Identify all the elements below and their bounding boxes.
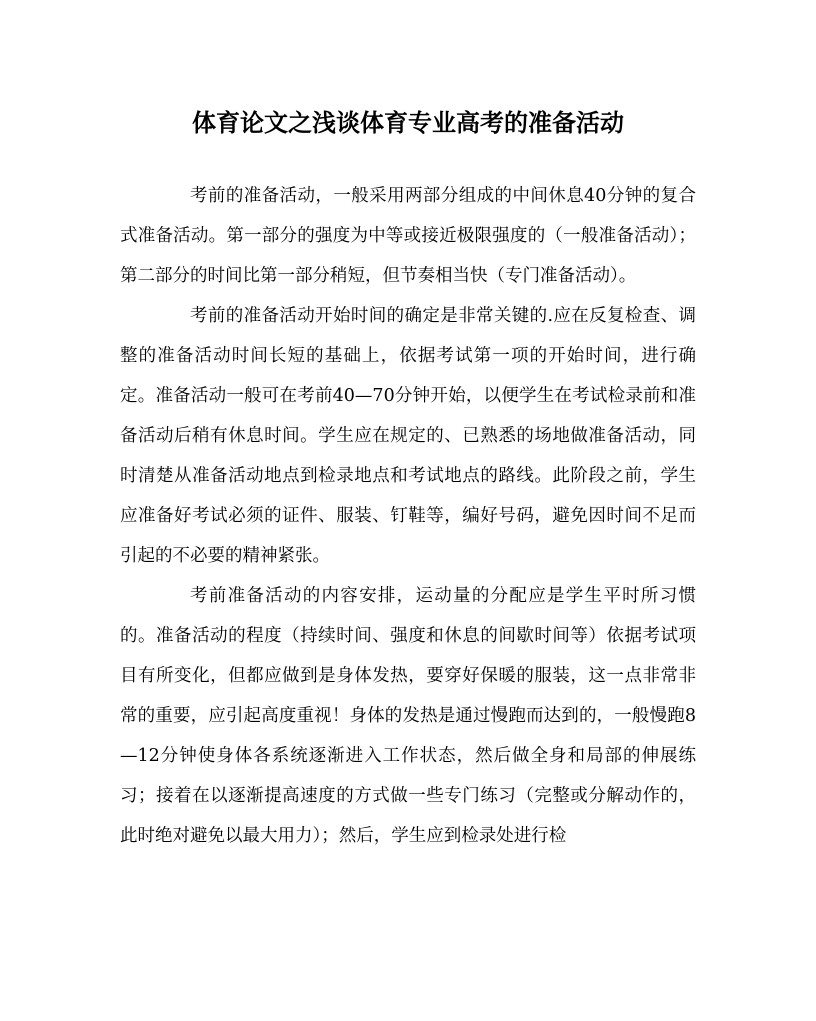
document-body xyxy=(120,176,696,856)
document-title: 体育论文之浅谈体育专业高考的准备活动 xyxy=(192,108,624,137)
paragraph-3: 考前准备活动的内容安排，运动量的分配应是学生平时所习惯的。准备活动的程度（持续时间、强度和休息的间歇时间等）依据考试项目有所变化，但都应做到是身体发热，要穿好保暖的服装，这一点非常非常的重要，应引起高度重视！身体的发热是通过慢跑而达到的，一般慢跑8—12分钟使身体各系统逐渐进入工作状态，然后做全身和局部的伸展练习；接着在以逐渐提高速度的方式做一些专门练习（完整或分解动作的，此时绝对避免以最大用力）；然后，学生应到检录处进行检 xyxy=(120,586,696,846)
paragraph-2: 考前的准备活动开始时间的确定是非常关键的.应在反复检查、调整的准备活动时间长短的基础上，依据考试第一项的开始时间，进行确定。准备活动一般可在考前40—70分钟开始，以便学生在考试检录前和准备活动后稍有休息时间。学生应在规定的、已熟悉的场地做准备活动，同时清楚从准备活动地点到检录地点和考试地点的路线。此阶段之前，学生应准备好考试必须的证件、服装、钉鞋等，编好号码，避免因时间不足而引起的不必要的精神紧张。 xyxy=(120,306,696,566)
paragraph-1: 考前的准备活动，一般采用两部分组成的中间休息40分钟的复合式准备活动。第一部分的强度为中等或接近极限强度的（一般准备活动）；第二部分的时间比第一部分稍短，但节奏相当快（专门准备活动）。 xyxy=(120,186,696,286)
